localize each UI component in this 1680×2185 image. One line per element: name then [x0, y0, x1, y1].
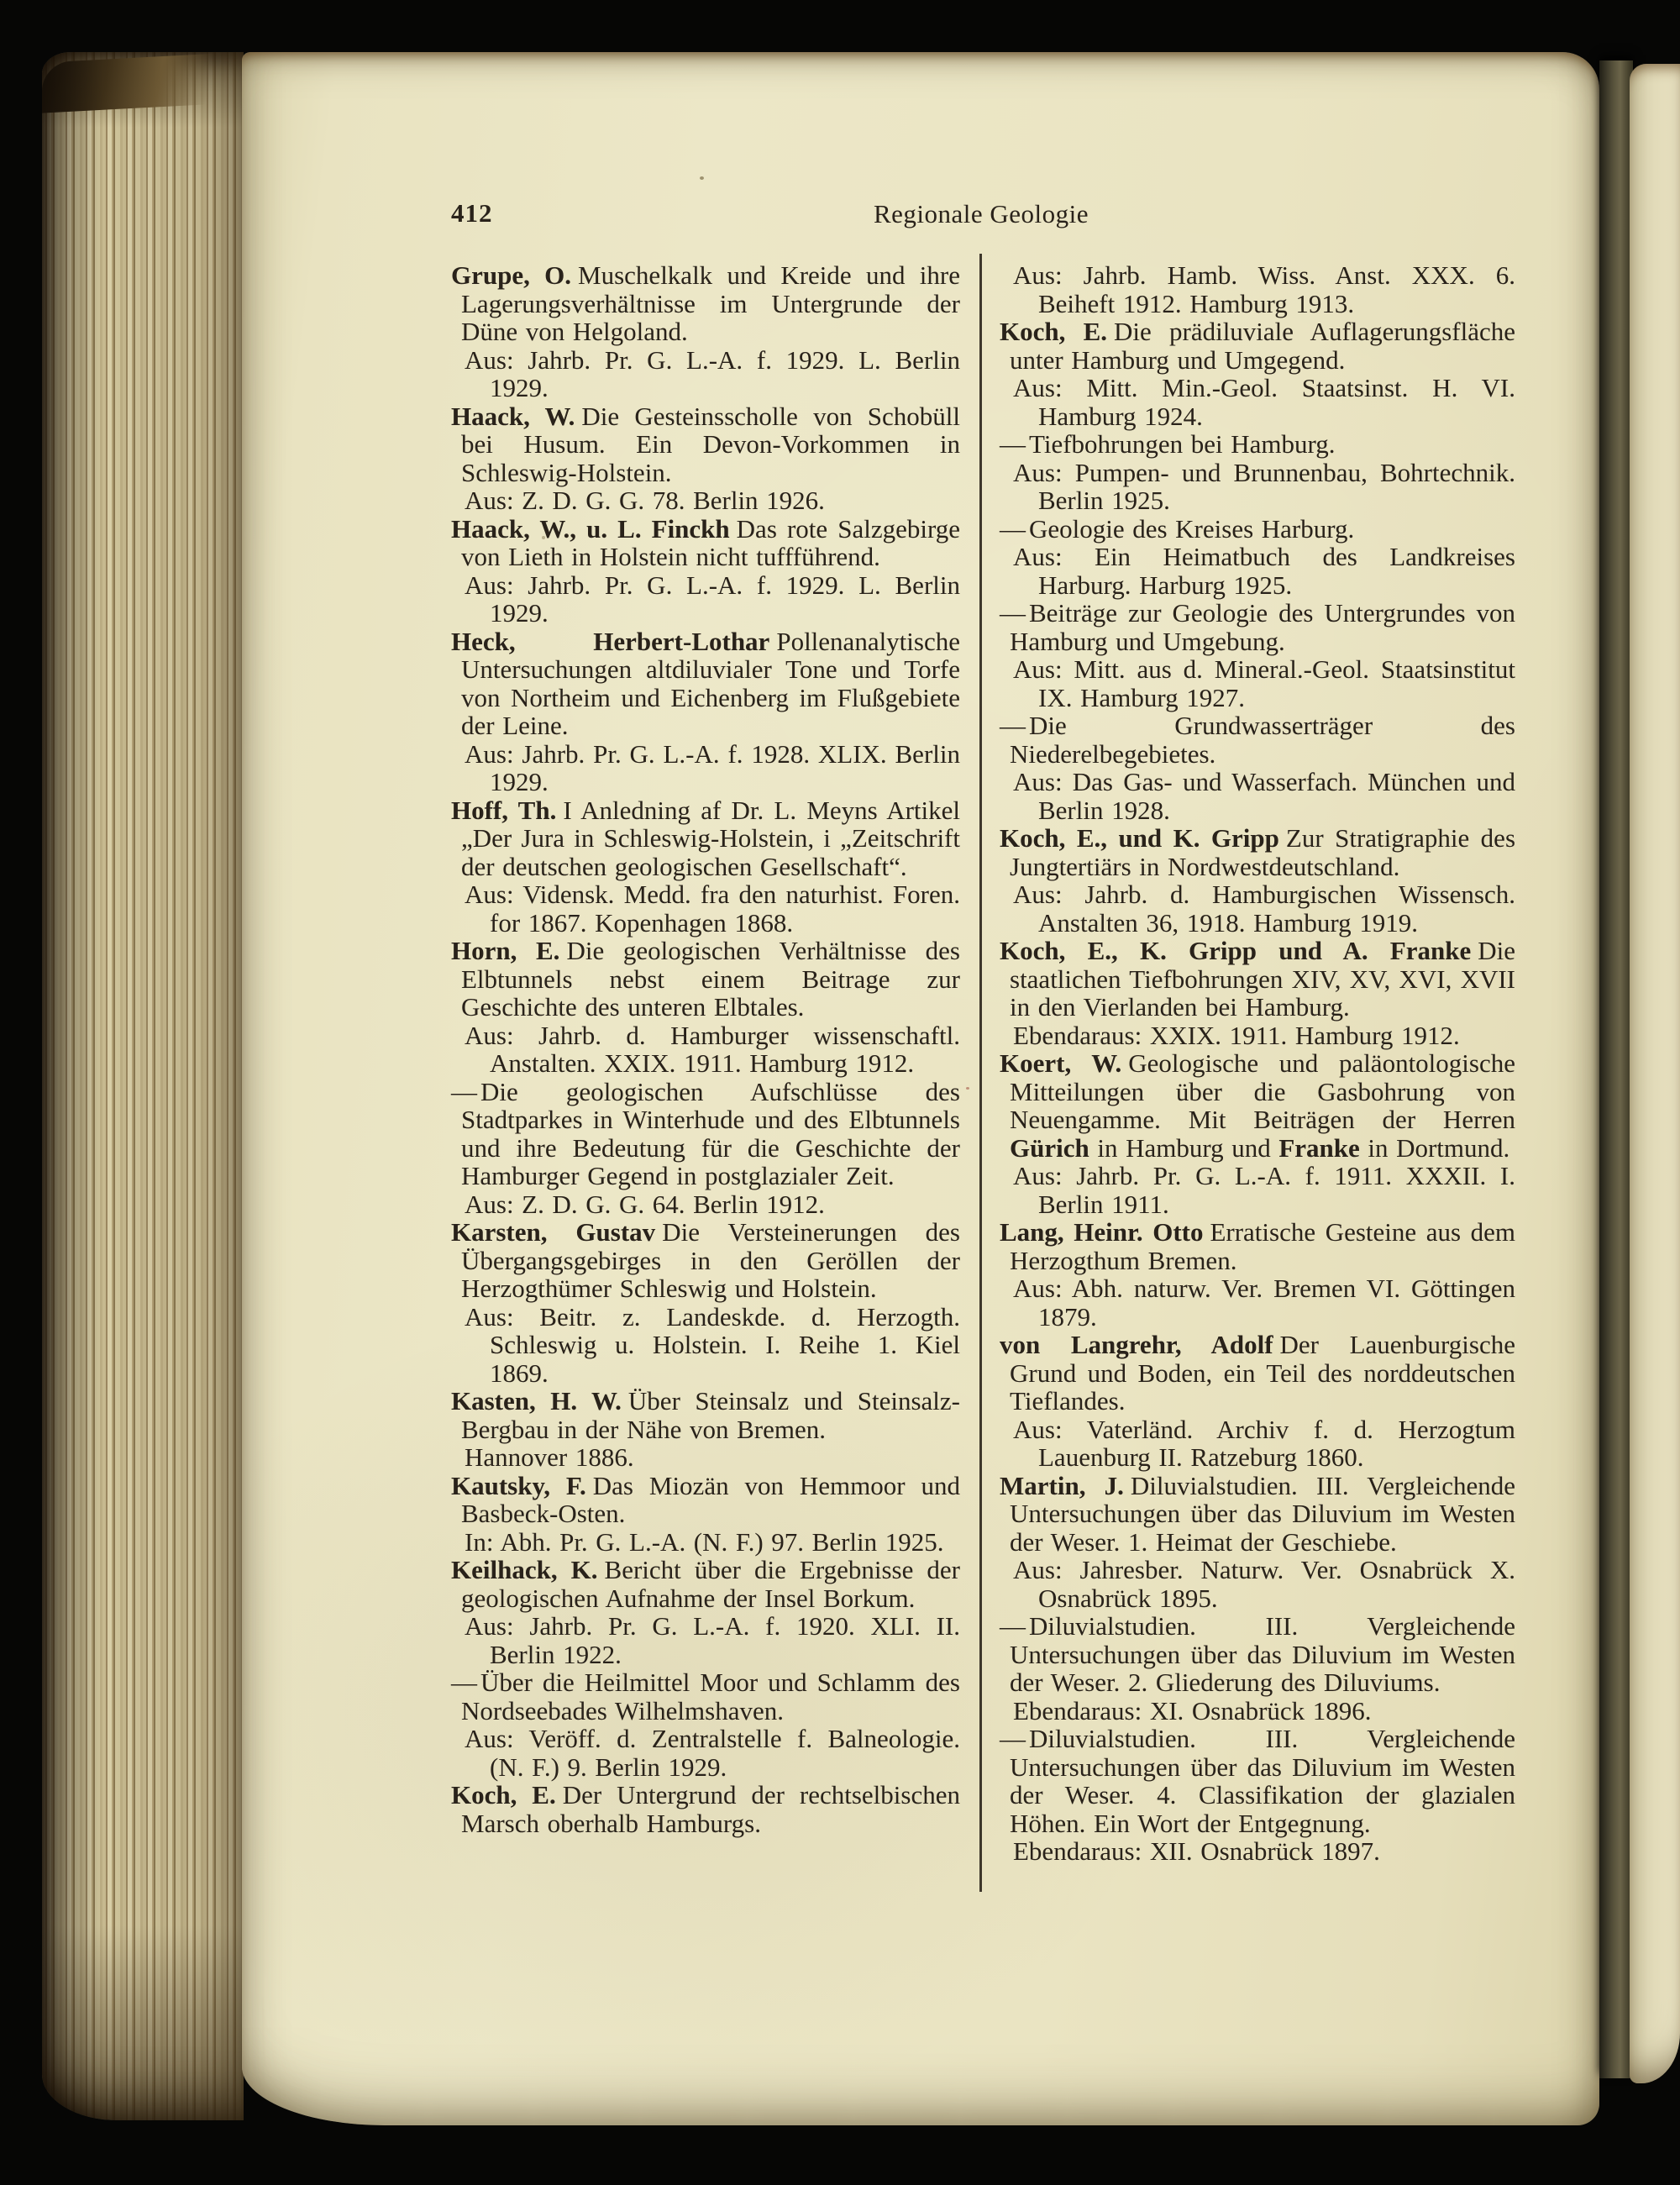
entry-title-text: Der Untergrund der rechtselbischen Marsch oberhalb Hamburgs. [461, 1780, 960, 1838]
entry-source: Aus: Pumpen- und Brunnenbau, Bohrtechnik. Berlin 1925. [1013, 457, 1515, 515]
entry-source: In: Abh. Pr. G. L.-A. (N. F.) 97. Berlin 1925. [465, 1526, 944, 1557]
entry-author: Koch, E., K. Gripp und A. Franke [1000, 936, 1472, 965]
entry-title-text: Zur Stratigraphie des Jungtertiärs in Nordwestdeutschland. [1010, 823, 1516, 881]
entry-title-text: Der Lauenburgische Grund und Boden, ein Teil des norddeutschen Tieflandes. [1010, 1330, 1515, 1416]
entry-source: Ebendaraus: XI. Osnabrück 1896. [1013, 1695, 1372, 1725]
entry-source: Aus: Jahrb. Pr. G. L.-A. f. 1929. L. Berlin 1929. [465, 570, 960, 628]
entry-title-text: Bericht über die Ergebnisse der geologischen Aufnahme der Insel Borkum. [461, 1555, 960, 1613]
bibliography-entry [1000, 1725, 1515, 1866]
entry-author: Martin, J. [1000, 1470, 1124, 1500]
same-author-dash: — [451, 1668, 477, 1697]
entry-author: Grupe, O. [451, 260, 572, 290]
entry-title-text: Gürich [1010, 1132, 1089, 1163]
bibliography-entry [451, 796, 960, 938]
entry-title-text: Diluvialstudien. III. Vergleichende Untersuchungen über das Diluvium im Westen der Weser. 2. Gliederung des Diluviums. [1010, 1611, 1515, 1697]
bibliography-entry [451, 1387, 960, 1472]
entry-source: Aus: Vaterländ. Archiv f. d. Herzogtum Lauenburg II. Ratzeburg 1860. [1013, 1414, 1515, 1472]
bibliography-entry [1000, 515, 1515, 600]
entry-author: Kasten, H. W. [451, 1386, 622, 1416]
entry-title-text: Die staatlichen Tiefbohrungen XIV, XV, XVI, XVII in den Vierlanden bei Hamburg. [1010, 936, 1515, 1022]
entry-author: Lang, Heinr. Otto [1000, 1217, 1204, 1247]
entry-source: Aus: Jahrb. Pr. G. L.-A. f. 1920. XLI. II. Berlin 1922. [465, 1611, 960, 1669]
entry-author: Kautsky, F. [451, 1470, 586, 1500]
entry-source: Aus: Jahrb. Pr. G. L.-A. f. 1911. XXXII. I. Berlin 1911. [1013, 1161, 1515, 1219]
dust-speck [700, 176, 704, 180]
left-column [451, 261, 960, 1837]
bibliography-entry [1000, 261, 1515, 318]
entry-title-text: Die geologischen Aufschlüsse des Stadtparkes in Winterhude und des Elbtunnels und ihre Bedeutung für die Geschichte der Hamburger Gegend in postglazialer Zeit. [461, 1076, 960, 1190]
bibliography-entry [1000, 1612, 1515, 1725]
bibliography-entry [451, 402, 960, 515]
bibliography-entry [1000, 712, 1515, 824]
dust-speck [542, 536, 545, 539]
entry-source: Aus: Beitr. z. Landeskde. d. Herzogth. Schleswig u. Holstein. I. Reihe 1. Kiel 1869. [465, 1301, 960, 1388]
entry-author: Haack, W. [451, 401, 575, 431]
bibliography-entry [451, 1781, 960, 1837]
entry-author: Koert, W. [1000, 1048, 1122, 1078]
entry-title-text: Muschelkalk und Kreide und ihre Lagerungsverhältnisse im Untergrunde der Düne von Helgoland. [461, 260, 960, 346]
entry-title-text: Das Miozän von Hemmoor und Basbeck-Osten. [461, 1470, 960, 1528]
bibliography-entry [1000, 318, 1515, 430]
entry-source: Aus: Jahresber. Naturw. Ver. Osnabrück X. Osnabrück 1895. [1013, 1555, 1515, 1613]
same-author-dash: — [1000, 711, 1026, 740]
same-author-dash: — [1000, 598, 1026, 628]
entry-source: Aus: Jahrb. Hamb. Wiss. Anst. XXX. 6. Beiheft 1912. Hamburg 1913. [1013, 260, 1515, 318]
entry-source: Hannover 1886. [465, 1442, 634, 1472]
entry-source: Aus: Das Gas- und Wasserfach. München und Berlin 1928. [1013, 767, 1515, 825]
bibliography-entry [451, 1472, 960, 1557]
entry-source: Aus: Mitt. Min.-Geol. Staatsinst. H. VI. Hamburg 1924. [1013, 373, 1515, 431]
same-author-dash: — [1000, 513, 1026, 544]
entry-author: Hoff, Th. [451, 795, 557, 825]
entry-source: Aus: Jahrb. d. Hamburgischen Wissensch. Anstalten 36, 1918. Hamburg 1919. [1013, 880, 1515, 938]
same-author-dash: — [1000, 1724, 1026, 1753]
bibliography-entry [451, 1556, 960, 1668]
entry-source: Aus: Mitt. aus d. Mineral.-Geol. Staatsinstitut IX. Hamburg 1927. [1013, 654, 1515, 712]
bibliography-entry [451, 1668, 960, 1781]
entry-author: Koch, E. [451, 1780, 556, 1809]
entry-title-text: Diluvialstudien. III. Vergleichende Untersuchungen über das Diluvium im Westen der Weser. 1. Heimat der Geschiebe. [1010, 1470, 1516, 1557]
same-author-dash: — [451, 1076, 477, 1106]
entry-source: Aus: Z. D. G. G. 64. Berlin 1912. [465, 1189, 825, 1219]
entry-source: Aus: Abh. naturw. Ver. Bremen VI. Göttingen 1879. [1013, 1274, 1515, 1331]
entry-title-text: Die geologischen Verhältnisse des Elbtunnels nebst einem Beitrage zur Geschichte des unteren Elbtales. [461, 936, 960, 1022]
entry-author: Keilhack, K. [451, 1555, 598, 1584]
bibliography-entry [451, 1218, 960, 1387]
entry-title-text: Die prädiluviale Auflagerungsfläche unter Hamburg und Umgegend. [1010, 317, 1515, 375]
entry-source: Aus: Ein Heimatbuch des Landkreises Harburg. Harburg 1925. [1013, 542, 1515, 600]
page-gutter-shadow [1599, 60, 1633, 2078]
entry-title-text: Tiefbohrungen bei Hamburg. [1029, 429, 1336, 459]
entry-source: Aus: Jahrb. d. Hamburger wissenschaftl. Anstalten. XXIX. 1911. Hamburg 1912. [465, 1020, 960, 1078]
same-author-dash: — [1000, 1611, 1026, 1641]
entry-source: Aus: Veröff. d. Zentralstelle f. Balneologie. (N. F.) 9. Berlin 1929. [465, 1724, 960, 1782]
entry-title-text: Die Gesteinsscholle von Schobüll bei Husum. Ein Devon-Vorkommen in Schleswig-Holstein. [461, 401, 960, 487]
bibliography-entry [1000, 430, 1515, 515]
page-number: 412 [451, 198, 493, 228]
dust-speck [966, 1087, 969, 1090]
bibliography-entry [451, 1078, 960, 1219]
entry-title-text: Pollenanalytische Untersuchungen altdiluvialer Tone und Torfe von Northeim und Eichenberg im Flußgebiete der Leine. [461, 626, 960, 740]
bibliography-entry [1000, 1049, 1515, 1218]
entry-title-text: Über die Heilmittel Moor und Schlamm des Nordseebades Wilhelmshaven. [461, 1668, 960, 1725]
bibliography-entry [1000, 599, 1515, 712]
entry-title-text: Franke [1278, 1132, 1360, 1163]
entry-title-text: Das rote Salzgebirge von Lieth in Holstein nicht tuffführend. [461, 513, 960, 571]
entry-source: Aus: Z. D. G. G. 78. Berlin 1926. [465, 486, 825, 515]
entry-title-text: Geologie des Kreises Harburg. [1029, 513, 1355, 544]
bibliography-entry [451, 515, 960, 628]
bibliography-entry [1000, 824, 1515, 937]
entry-title-text: Erratische Gesteine aus dem Herzogthum Bremen. [1010, 1217, 1515, 1275]
bibliography-entry [451, 628, 960, 796]
entry-title-text: Die Versteinerungen des Übergangsgebirges in den Geröllen der Herzogthümer Schleswig und Holstein. [461, 1217, 960, 1303]
entry-title-text: Die Grundwasserträger des Niederelbegebietes. [1010, 711, 1515, 769]
entry-author: Heck, Herbert-Lothar [451, 626, 770, 656]
entry-title-text: in Hamburg und [1089, 1132, 1279, 1163]
entry-source: Aus: Jahrb. Pr. G. L.-A. f. 1928. XLIX. Berlin 1929. [465, 738, 960, 796]
entry-source: Aus: Jahrb. Pr. G. L.-A. f. 1929. L. Berlin 1929. [465, 344, 960, 402]
entry-author: Horn, E. [451, 936, 560, 965]
entry-author: Haack, W., u. L. Finckh [451, 513, 730, 544]
entry-author: Karsten, Gustav [451, 1217, 656, 1247]
adjacent-page-edge [1630, 64, 1680, 2083]
same-author-dash: — [1000, 429, 1026, 459]
column-divider [979, 254, 982, 1892]
running-head: Regionale Geologie [873, 199, 1089, 228]
right-column [1000, 261, 1515, 1866]
bibliography-entry [1000, 1218, 1515, 1331]
entry-title-text: in Dortmund. [1359, 1132, 1510, 1163]
bibliography-entry [451, 937, 960, 1078]
entry-author: Koch, E. [1000, 317, 1108, 346]
page-edge-stack [42, 52, 244, 2120]
entry-source: Aus: Vidensk. Medd. fra den naturhist. Foren. for 1867. Kopenhagen 1868. [465, 880, 960, 938]
bibliography-entry [451, 261, 960, 402]
bibliography-entry [1000, 1331, 1515, 1472]
entry-title-text: Diluvialstudien. III. Vergleichende Untersuchungen über das Diluvium im Westen der Weser. 4. Classifikation der glazialen Höhen. Ein Wort der Entgegnung. [1010, 1724, 1515, 1838]
entry-title-text: Geologische und paläontologische Mitteilungen über die Gasbohrung von Neuengamme. Mit Beiträgen der Herren [1010, 1048, 1515, 1134]
entry-source: Ebendaraus: XXIX. 1911. Hamburg 1912. [1013, 1020, 1460, 1050]
entry-title-text: Beiträge zur Geologie des Untergrundes von Hamburg und Umgebung. [1010, 598, 1515, 656]
book-page [242, 52, 1599, 2125]
bibliography-entry [1000, 937, 1515, 1049]
entry-source: Ebendaraus: XII. Osnabrück 1897. [1013, 1836, 1380, 1866]
entry-author: von Langrehr, Adolf [1000, 1330, 1273, 1359]
entry-title-text: I Anledning af Dr. L. Meyns Artikel „Der Jura in Schleswig-Holstein, i „Zeitschrift der deutschen geologischen Gesellschaft“. [461, 795, 960, 881]
entry-title-text: Über Steinsalz und Steinsalz-Bergbau in der Nähe von Bremen. [461, 1386, 960, 1444]
bibliography-entry [1000, 1472, 1515, 1613]
entry-author: Koch, E., und K. Gripp [1000, 823, 1279, 853]
